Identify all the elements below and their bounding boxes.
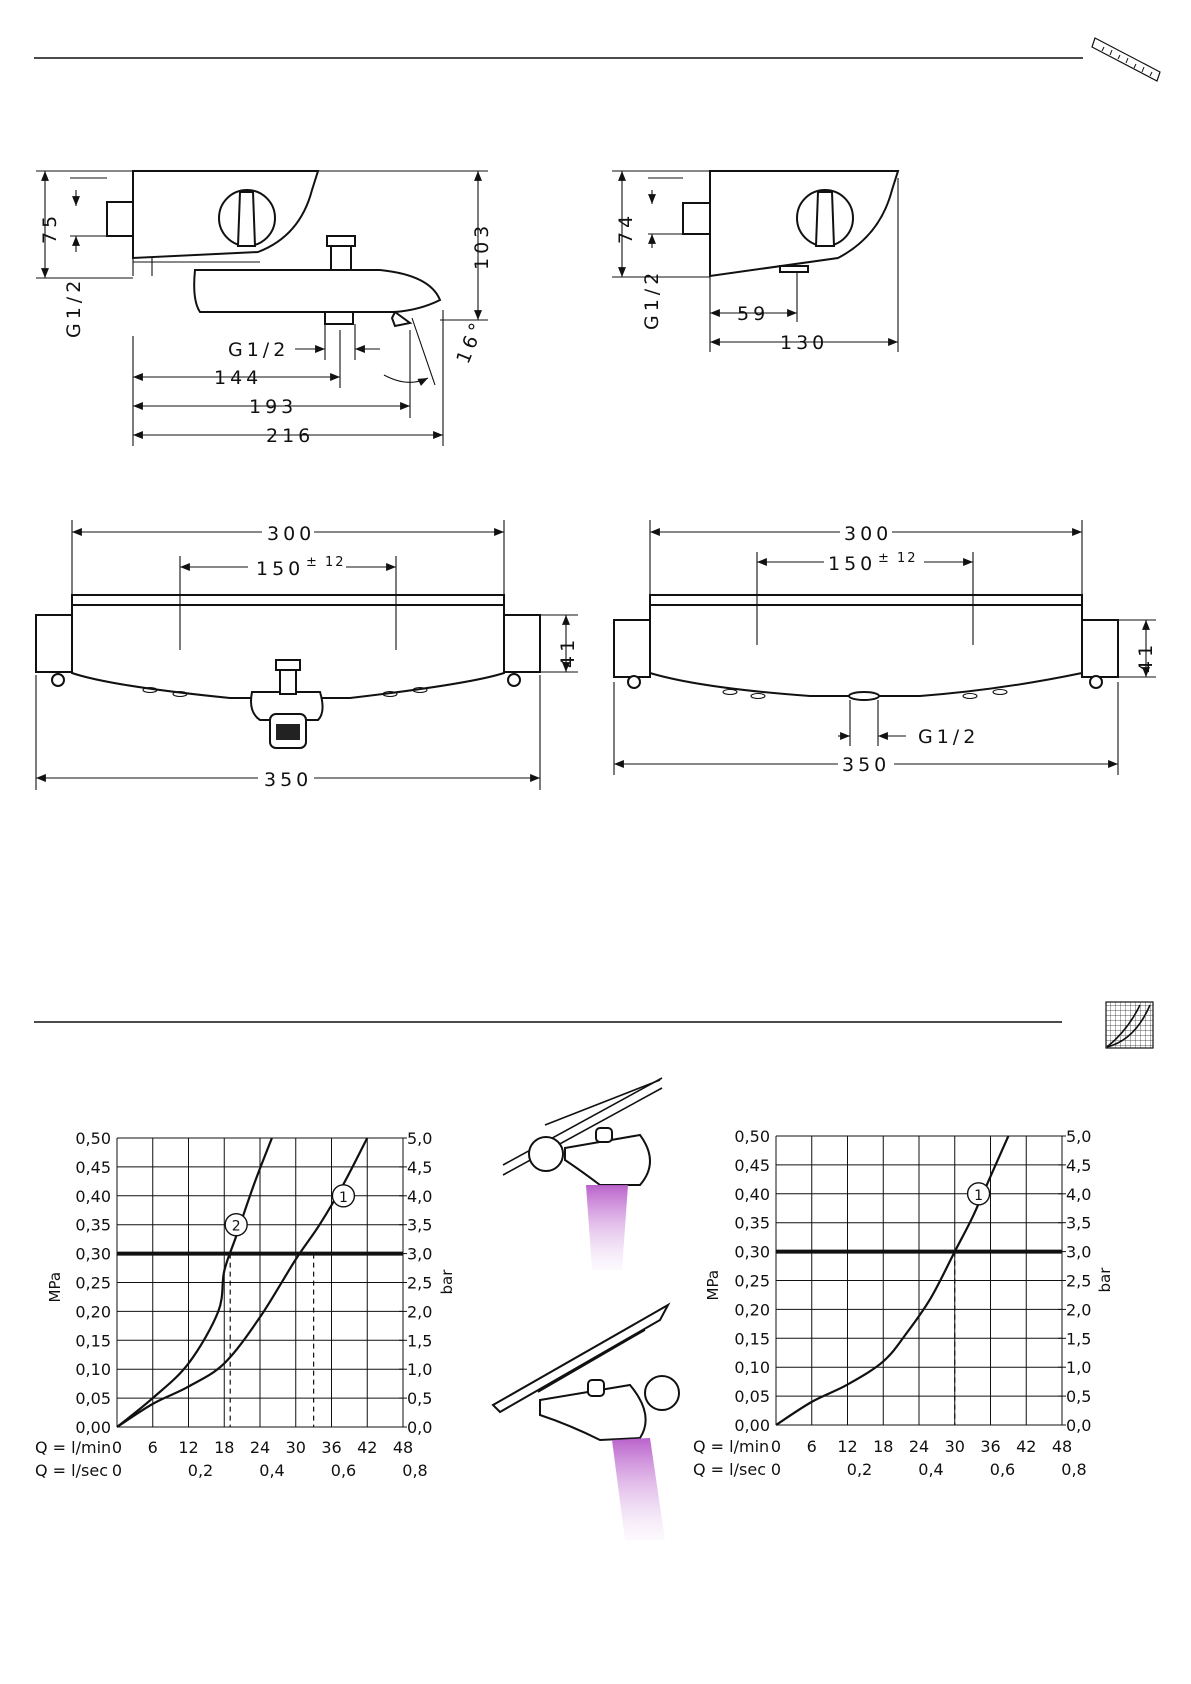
dim-g-left-2: G1/2	[641, 268, 663, 330]
y-tick-bar: 4,5	[407, 1157, 433, 1177]
dim-w300-2: 300	[844, 523, 893, 545]
y-tick-bar: 1,0	[407, 1360, 433, 1380]
y-tick-bar: 3,0	[1066, 1242, 1092, 1262]
y-axis-label-bar: bar	[1096, 1267, 1114, 1293]
y-tick-bar: 2,0	[407, 1302, 433, 1322]
y-tick-bar: 0,5	[407, 1389, 433, 1409]
y-axis-label-bar: bar	[438, 1269, 456, 1295]
dim-w150: 150	[256, 558, 305, 580]
y-tick-bar: 3,0	[407, 1244, 433, 1264]
x-tick-lmin: 42	[1016, 1437, 1037, 1456]
x-tick-lsec: 0,6	[989, 1460, 1016, 1479]
y-tick-bar: 4,5	[1066, 1155, 1092, 1175]
y-tick-mpa: 0,00	[75, 1418, 111, 1437]
x-tick-lmin: 30	[944, 1437, 965, 1456]
y-axis-label-mpa: MPa	[46, 1271, 64, 1303]
x-row2-label: Q = l/sec	[693, 1460, 766, 1479]
y-tick-mpa: 0,30	[75, 1244, 111, 1264]
x-tick-lmin: 12	[837, 1437, 858, 1456]
dim-d59: 59	[737, 303, 770, 325]
x-tick-lsec: 0,4	[918, 1460, 944, 1479]
dim-angle: 16°	[452, 316, 490, 367]
dim-w350-2: 350	[842, 754, 891, 776]
x-tick-lsec: 0,8	[402, 1461, 428, 1480]
x-tick-lsec: 0,2	[846, 1460, 873, 1479]
x-tick-lmin: 12	[178, 1438, 199, 1457]
y-tick-bar: 1,0	[1066, 1358, 1092, 1378]
x-tick-lmin: 36	[321, 1438, 342, 1457]
y-tick-bar: 4,0	[1066, 1184, 1092, 1204]
y-tick-bar: 2,5	[1066, 1271, 1092, 1291]
x-tick-lmin: 24	[249, 1438, 271, 1457]
x-row2-label: Q = l/sec	[35, 1461, 108, 1480]
y-tick-bar: 2,5	[407, 1273, 433, 1293]
dim-tol: ± 12	[306, 555, 346, 570]
x-tick-lmin: 42	[357, 1438, 378, 1457]
y-tick-bar: 0,5	[1066, 1387, 1092, 1407]
x-tick-lmin: 6	[147, 1438, 158, 1457]
y-tick-bar: 3,5	[407, 1215, 433, 1235]
dim-h74: 74	[615, 211, 637, 244]
x-tick-lmin: 24	[908, 1437, 930, 1456]
x-row1-label: Q = l/min	[693, 1437, 770, 1456]
x-tick-lmin: 48	[392, 1438, 414, 1457]
x-tick-lsec: 0,2	[187, 1461, 214, 1480]
x-tick-lmin: 48	[1051, 1437, 1073, 1456]
y-tick-mpa: 0,50	[734, 1127, 770, 1146]
x-tick-lmin: 6	[806, 1437, 817, 1456]
y-tick-bar: 3,5	[1066, 1213, 1092, 1233]
x-tick-lsec: 0,8	[1061, 1460, 1087, 1479]
y-tick-mpa: 0,00	[734, 1416, 770, 1435]
x-tick-lmin: 36	[980, 1437, 1001, 1456]
x-tick-lsec: 0	[111, 1461, 123, 1480]
y-tick-mpa: 0,40	[75, 1186, 111, 1206]
dim-w350: 350	[264, 769, 313, 791]
dim-d144: 144	[214, 367, 263, 389]
dim-h103: 103	[471, 221, 493, 270]
series-marker-label-2: 2	[231, 1218, 241, 1235]
dim-d130: 130	[780, 332, 829, 354]
dim-d216: 216	[266, 425, 315, 447]
dim-h75: 75	[39, 211, 61, 244]
x-tick-lmin: 18	[214, 1438, 235, 1457]
y-axis-label-mpa: MPa	[704, 1269, 722, 1301]
x-row1-label: Q = l/min	[35, 1438, 112, 1457]
y-tick-bar: 0,0	[1066, 1416, 1092, 1435]
dim-w150-2: 150	[828, 553, 877, 575]
y-tick-mpa: 0,30	[734, 1242, 770, 1262]
x-tick-lmin: 18	[873, 1437, 894, 1456]
y-tick-mpa: 0,05	[734, 1387, 770, 1407]
y-tick-bar: 1,5	[407, 1331, 433, 1351]
y-tick-mpa: 0,35	[734, 1213, 770, 1233]
x-tick-lmin: 0	[770, 1437, 782, 1456]
y-tick-mpa: 0,15	[734, 1329, 770, 1349]
dim-g-left: G1/2	[63, 276, 85, 338]
dim-tol-2: ± 12	[878, 551, 918, 566]
dim-g-bottom: G1/2	[228, 339, 290, 361]
x-tick-lmin: 0	[111, 1438, 123, 1457]
x-tick-lsec: 0	[770, 1460, 782, 1479]
x-tick-lmin: 30	[285, 1438, 306, 1457]
y-tick-bar: 0,0	[407, 1418, 433, 1437]
y-tick-bar: 5,0	[1066, 1127, 1092, 1146]
y-tick-mpa: 0,15	[75, 1331, 111, 1351]
y-tick-mpa: 0,25	[75, 1273, 111, 1293]
y-tick-mpa: 0,45	[734, 1155, 770, 1175]
y-tick-bar: 2,0	[1066, 1300, 1092, 1320]
dim-w300: 300	[267, 523, 316, 545]
y-tick-bar: 1,5	[1066, 1329, 1092, 1349]
y-tick-mpa: 0,10	[75, 1360, 111, 1380]
y-tick-mpa: 0,20	[75, 1302, 111, 1322]
y-tick-mpa: 0,35	[75, 1215, 111, 1235]
x-tick-lsec: 0,4	[259, 1461, 285, 1480]
y-tick-mpa: 0,45	[75, 1157, 111, 1177]
y-tick-mpa: 0,05	[75, 1389, 111, 1409]
y-tick-mpa: 0,20	[734, 1300, 770, 1320]
y-tick-bar: 5,0	[407, 1129, 433, 1148]
series-marker-label-1: 1	[338, 1189, 348, 1206]
dim-d193: 193	[249, 396, 298, 418]
x-tick-lsec: 0,6	[330, 1461, 357, 1480]
series-marker-label-1: 1	[974, 1187, 984, 1204]
y-tick-mpa: 0,50	[75, 1129, 111, 1148]
dim-g-outlet: G1/2	[918, 726, 980, 748]
y-tick-mpa: 0,40	[734, 1184, 770, 1204]
dim-h41: 41	[557, 635, 579, 668]
y-tick-bar: 4,0	[407, 1186, 433, 1206]
y-tick-mpa: 0,25	[734, 1271, 770, 1291]
y-tick-mpa: 0,10	[734, 1358, 770, 1378]
dim-h41-2: 41	[1135, 640, 1157, 673]
